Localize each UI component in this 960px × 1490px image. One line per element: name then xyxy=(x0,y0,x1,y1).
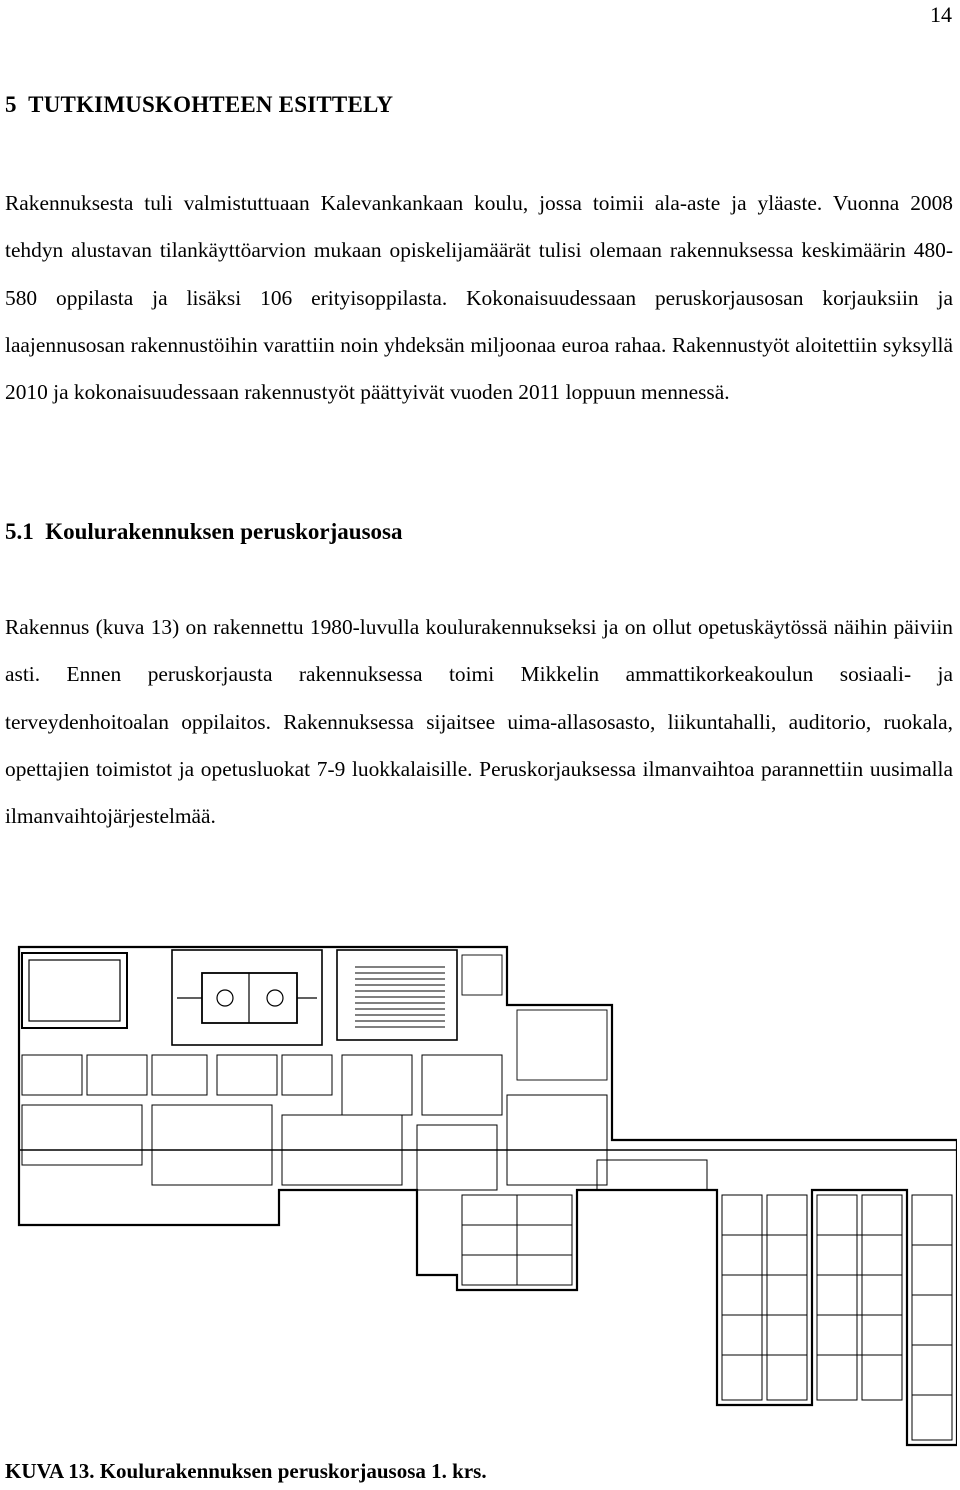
floor-plan-figure xyxy=(17,945,957,1450)
figure-caption: KUVA 13. Koulurakennuksen peruskorjausosa 1. krs. xyxy=(5,1459,487,1483)
subsection-heading: 5.1 Koulurakennuksen peruskorjausosa xyxy=(5,519,403,544)
sports-hall xyxy=(172,950,322,1045)
room-grid xyxy=(19,1055,957,1190)
pool-area xyxy=(22,953,127,1028)
section-paragraph: Rakennuksesta tuli valmistuttuaan Kalevankankaan koulu, jossa toimii ala-aste ja yläaste. Vuonna 2008 tehdyn alustavan tilankäyttöarvion mukaan opiskelijamäärät tulisi olemaan rakennuksessa keskimäärin 480-580 oppilasta ja lisäksi 106 erityisoppilasta. Kokonaisuudessaan peruskorjausosan korjauksiin ja laajennusosan rakennustöihin varattiin noin yhdeksän miljoonaa euroa rahaa. Rakennustyöt aloitettiin syksyllä 2010 ja kokonaisuudessaan rakennustyöt päättyivät vuoden 2011 loppuun mennessä. xyxy=(5,191,953,405)
floor-plan-outline xyxy=(19,947,957,1445)
page-number: 14 xyxy=(930,2,952,27)
auditorium-seating xyxy=(337,950,607,1080)
subsection-paragraph: Rakennus (kuva 13) on rakennettu 1980-luvulla koulurakennukseksi ja on ollut opetuskäytössä näihin päiviin asti. Ennen peruskorjausta rakennuksessa toimi Mikkelin ammattikorkeakoulun sosiaali- ja terveydenhoitoalan oppilaitos. Rakennuksessa sijaitsee uima-allasosasto, liikuntahalli, auditorio, ruokala, opettajien toimistot ja opetusluokat 7-9 luokkalaisille. Peruskorjauksessa ilmanvaihtoa parannettiin uusimalla ilmanvaihtojärjestelmää. xyxy=(5,615,953,829)
classroom-wings xyxy=(462,1160,952,1440)
section-heading: 5 TUTKIMUSKOHTEEN ESITTELY xyxy=(5,92,394,117)
